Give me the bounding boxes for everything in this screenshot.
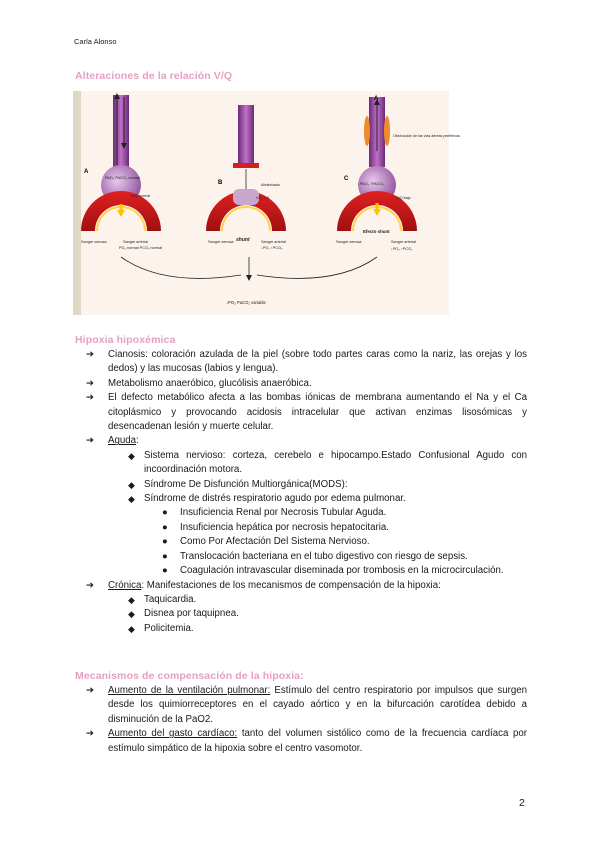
diamond-bullet-icon: ◆ bbox=[128, 479, 135, 490]
list-item bbox=[86, 607, 527, 621]
item-text: Síndrome De Disfunción Multiorgánica(MODS): bbox=[144, 478, 348, 490]
alveolus-label: PAO₂ PACO₂ normal bbox=[105, 176, 140, 180]
vq-diagram-figure bbox=[73, 91, 460, 315]
airway-obstruction bbox=[233, 163, 259, 168]
item-text: Insuficiencia Renal por Necrosis Tubular Aguda. bbox=[180, 507, 387, 519]
dot-bullet-icon: ● bbox=[162, 507, 168, 519]
airway-obstruction bbox=[364, 116, 370, 146]
diamond-bullet-icon: ◆ bbox=[128, 494, 135, 505]
item-text: Estímulo del centro respiratorio por impulsos que surgen desde los quimiorreceptores en el cayado aórtico y en la bifurcación carotídea debido a disminución de la PaO2. bbox=[108, 685, 527, 725]
item-text: Insuficiencia hepática por necrosis hepatocitaria. bbox=[180, 521, 389, 533]
values-label: ↓PO₂ ↑PCO₂ bbox=[391, 247, 413, 251]
item-text: Coagulación intravascular diseminada por trombosis en la microcirculación. bbox=[180, 565, 504, 577]
venous-label: Sangre venosa bbox=[81, 240, 107, 244]
item-text: Metabolismo anaeróbico, glucólisis anaeróbica. bbox=[108, 377, 312, 389]
result-label: ↓PO₂ PaCO₂ variable bbox=[226, 300, 266, 305]
arrow-bullet-icon: ➔ bbox=[86, 377, 94, 389]
dot-bullet-icon: ● bbox=[162, 521, 168, 533]
item-text: Taquicardia. bbox=[144, 593, 197, 605]
list-item bbox=[86, 348, 527, 377]
item-text: tanto del volumen sistólico como de la frecuencia cardíaca por estímulo simpático de la hipoxia sobre el centro vasomotor. bbox=[108, 728, 527, 754]
arrow-bullet-icon: ➔ bbox=[86, 728, 94, 740]
list-item bbox=[86, 391, 527, 434]
list-item bbox=[86, 449, 527, 478]
panel-letter: C bbox=[344, 176, 349, 182]
item-text: Síndrome de distrés respiratorio agudo por edema pulmonar. bbox=[144, 493, 406, 505]
vq-label: V/Q = 0 bbox=[256, 196, 269, 200]
venous-label: Sangre venosa bbox=[208, 240, 234, 244]
panel-letter: B bbox=[218, 180, 223, 186]
vq-label: V/Q normal bbox=[131, 194, 151, 198]
diamond-bullet-icon: ◆ bbox=[128, 594, 135, 605]
dot-bullet-icon: ● bbox=[162, 550, 168, 562]
aguda-label: Aguda bbox=[108, 435, 137, 447]
vq-label: V/Q bajo bbox=[396, 196, 411, 200]
section-heading-mecanismos: Mecanismos de compensación de la hipoxia: bbox=[75, 670, 304, 682]
diamond-bullet-icon: ◆ bbox=[128, 623, 135, 634]
page-number: 2 bbox=[519, 797, 525, 809]
airway-tube bbox=[238, 105, 254, 167]
effect-shunt-label: Efecto shunt bbox=[363, 229, 390, 234]
values-label: PO₂ normal PCO₂ normal bbox=[119, 246, 163, 250]
list-item bbox=[86, 550, 527, 564]
obstruction-label: Obstrucción de las vías aéreas periféricas bbox=[393, 134, 460, 138]
alveolus-label: ↓PAO₂ ↑PACO₂ bbox=[358, 182, 385, 186]
list-item bbox=[86, 492, 527, 506]
panel-letter: A bbox=[84, 169, 89, 175]
author-name: Carla Alonso bbox=[74, 37, 117, 46]
shunt-label: shunt bbox=[236, 237, 250, 243]
panel-letter-a: A bbox=[374, 96, 379, 102]
arrow-bullet-icon: ➔ bbox=[86, 579, 94, 591]
cronica-label: Crónica bbox=[108, 579, 142, 591]
arrow-bullet-icon: ➔ bbox=[86, 685, 94, 696]
item-label: Aumento de la ventilación pulmonar: bbox=[108, 685, 271, 696]
arterial-label: Sangre arterial bbox=[261, 240, 286, 244]
obstruction-label: Atelectasia bbox=[261, 183, 280, 187]
section-heading-hipoxia: Hipoxia hipoxémica bbox=[75, 334, 176, 346]
arterial-label: Sangre arterial bbox=[123, 240, 148, 244]
list-item bbox=[86, 535, 527, 549]
values-label: ↓PO₂ ↑PCO₂ bbox=[261, 246, 283, 250]
dot-bullet-icon: ● bbox=[162, 565, 168, 577]
airway-obstruction bbox=[384, 116, 390, 146]
figure-left-band bbox=[73, 91, 81, 315]
list-item bbox=[86, 564, 527, 578]
list-item-cronica bbox=[86, 579, 527, 593]
cronica-text: : Manifestaciones de los mecanismos de compensación de la hipoxia: bbox=[141, 579, 441, 591]
item-label: Aumento del gasto cardíaco: bbox=[108, 728, 238, 740]
item-text: Cianosis: coloración azulada de la piel (sobre todo partes caras como la nariz, las orejas y los dedos) y las mucosas (labios y lengua). bbox=[108, 349, 527, 375]
list-item bbox=[86, 478, 527, 492]
item-text: El defecto metabólico afecta a las bombas iónicas de membrana aumentando el Na y el Ca citoplásmico y provocando acidosis intracelular que activan enzimas lisosómicas y desencadenan lesión y muerte celular. bbox=[108, 392, 527, 433]
arrow-bullet-icon: ➔ bbox=[86, 392, 94, 404]
list-item bbox=[86, 521, 527, 535]
item-text: Policitemia. bbox=[144, 622, 194, 634]
item-text: Sistema nervioso: corteza, cerebelo e hipocampo.Estado Confusional Agudo con incoordinación motora. bbox=[144, 449, 527, 476]
list-item bbox=[86, 506, 527, 520]
list-item bbox=[86, 684, 527, 727]
list-item bbox=[86, 593, 527, 607]
item-text: Como Por Afectación Del Sistema Nervioso. bbox=[180, 536, 370, 548]
arrow-bullet-icon: ➔ bbox=[86, 349, 94, 360]
arrow-bullet-icon: ➔ bbox=[86, 435, 94, 447]
item-text: Disnea por taquipnea. bbox=[144, 608, 239, 620]
list-item bbox=[86, 727, 527, 756]
list-item bbox=[86, 622, 527, 636]
hipoxia-list bbox=[86, 348, 527, 636]
diamond-bullet-icon: ◆ bbox=[128, 609, 135, 620]
aguda-suffix: : bbox=[136, 435, 139, 447]
list-item-aguda bbox=[86, 434, 527, 448]
dot-bullet-icon: ● bbox=[162, 536, 168, 548]
list-item bbox=[86, 377, 527, 391]
arterial-label: Sangre arterial bbox=[391, 240, 416, 244]
venous-label: Sangre venosa bbox=[336, 240, 362, 244]
mecanismos-list bbox=[86, 684, 527, 756]
diamond-bullet-icon: ◆ bbox=[128, 450, 135, 461]
item-text: Translocación bacteriana en el tubo digestivo con riesgo de sepsis. bbox=[180, 550, 468, 562]
section-heading-vq: Alteraciones de la relación V/Q bbox=[75, 70, 233, 82]
